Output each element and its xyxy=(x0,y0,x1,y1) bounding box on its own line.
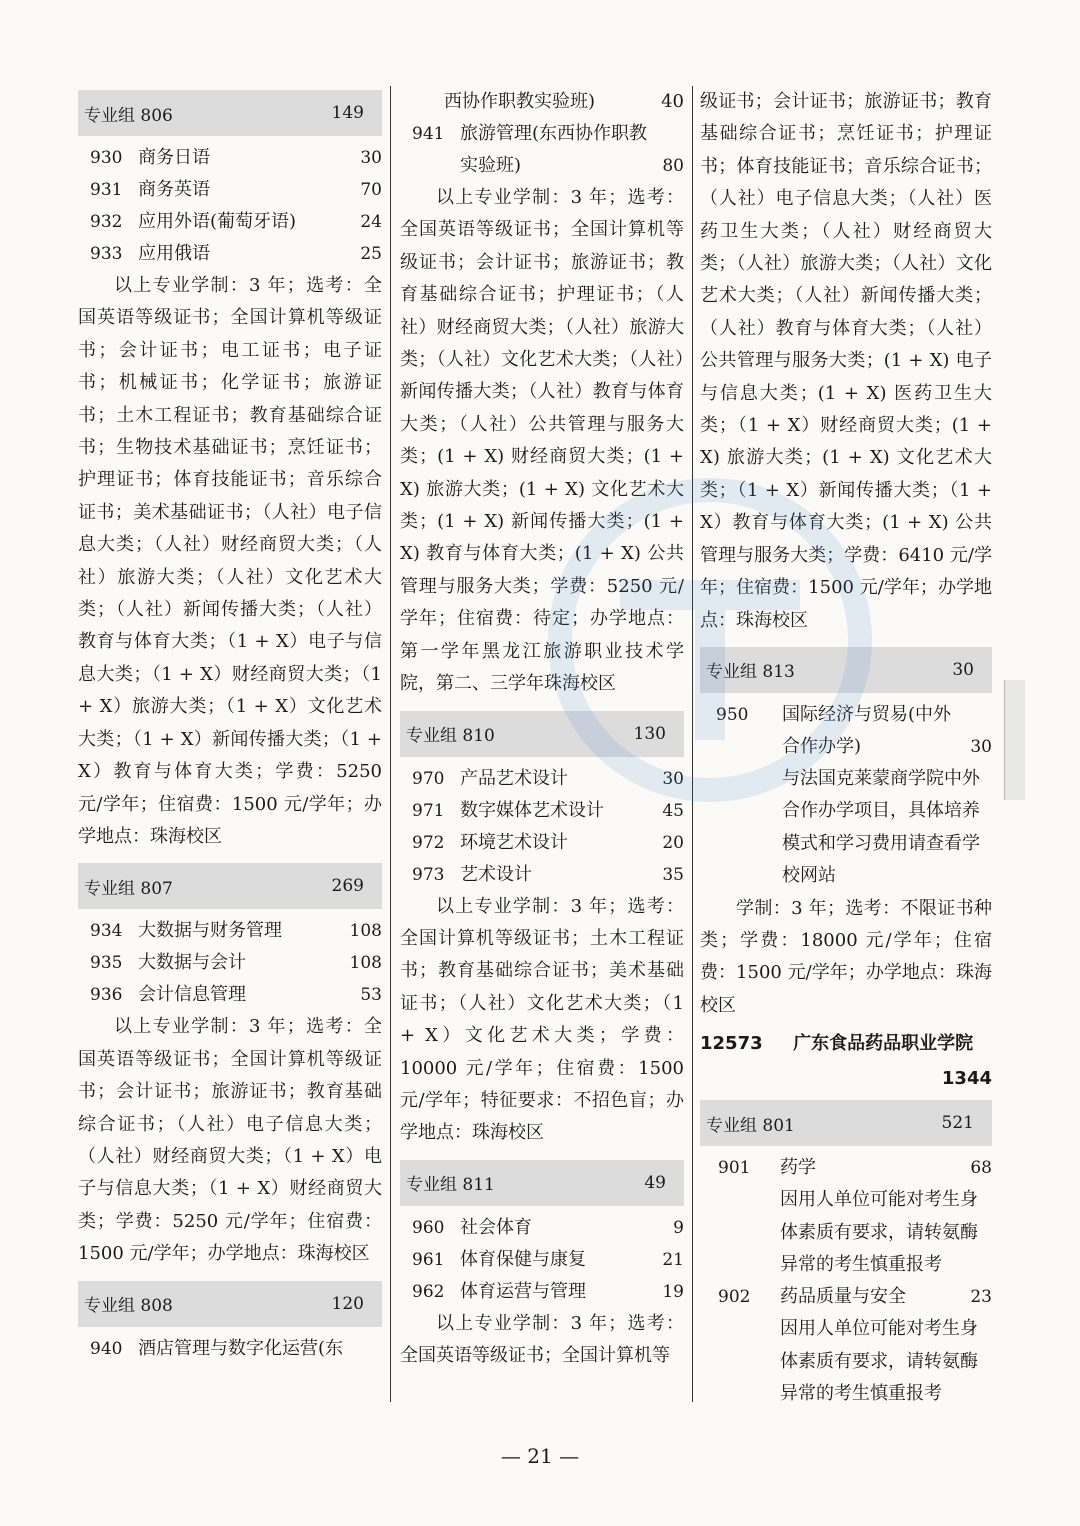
group-header-806 xyxy=(78,90,382,136)
major-count: 9 xyxy=(673,1217,684,1238)
group-count: 269 xyxy=(331,876,364,897)
group-count: 30 xyxy=(952,659,974,680)
major-count: 19 xyxy=(662,1281,684,1302)
school-title xyxy=(700,1026,992,1062)
group-title: 专业组 807 xyxy=(84,878,173,899)
major-row xyxy=(78,174,382,206)
major-name: 旅游管理(东西协作职教实验班) xyxy=(460,123,648,176)
major-row xyxy=(400,1276,684,1308)
major-count: 80 xyxy=(662,156,684,176)
major-code: 935 xyxy=(90,953,123,974)
school-name: 广东食品药品职业学院 xyxy=(793,1033,974,1055)
major-name-continuation xyxy=(400,86,684,118)
column-divider xyxy=(692,86,693,1402)
major-note: 与法国克莱蒙商学院中外合作办学项目，具体培养模式和学习费用请查看学校网站 xyxy=(782,767,980,887)
major-count: 35 xyxy=(662,864,684,885)
major-name: 商务英语 xyxy=(138,179,210,200)
group-count: 149 xyxy=(331,103,364,123)
major-name: 数字媒体艺术设计 xyxy=(460,799,604,821)
group-header-801 xyxy=(700,1100,992,1146)
group-header-808 xyxy=(78,1281,382,1327)
major-row xyxy=(78,238,382,270)
group-title: 专业组 810 xyxy=(406,726,495,746)
major-name: 应用外语(葡萄牙语) xyxy=(138,211,297,232)
major-code: 936 xyxy=(90,985,123,1006)
major-row xyxy=(78,142,382,174)
major-note: 因用人单位可能对考生身体素质有要求，请转氨酶异常的考生慎重报考 xyxy=(780,1189,978,1275)
major-name: 艺术设计 xyxy=(460,863,532,885)
major-count: 21 xyxy=(662,1249,684,1270)
major-code: 950 xyxy=(716,704,749,725)
major-code: 901 xyxy=(718,1158,751,1179)
major-row xyxy=(78,979,382,1011)
major-code: 932 xyxy=(90,212,123,232)
major-count: 30 xyxy=(360,148,382,168)
major-row xyxy=(700,1152,992,1184)
major-count: 25 xyxy=(360,244,382,264)
group-notes: 以上专业学制：3 年；选考：全国计算机等级证书；土木工程证书；教育基础综合证书；美术基础证书；（人社）文化艺术大类；（1 + X）文化艺术大类；学费：10000 元/学年；住宿费：1500 元/学年；特征要求：不招色盲；办学地点：珠海校区 xyxy=(400,895,684,1144)
major-name: 环境艺术设计 xyxy=(460,831,568,853)
major-count: 30 xyxy=(970,736,992,757)
major-count: 24 xyxy=(360,212,382,232)
group-notes: 以上专业学制：3 年；选考：全国英语等级证书；全国计算机等级证书；会计证书；旅游证书；教育基础综合证书；（人社）电子信息大类；（人社）财经商贸大类；（1 + X）电子与信息大类；（1 + X）财经商贸大类；学费：5250 元/学年；住宿费：1500 元/学年；办学地点：珠海校区 xyxy=(78,1016,382,1265)
major-code: 940 xyxy=(90,1338,123,1359)
major-count: 45 xyxy=(662,800,684,821)
major-name: 药学 xyxy=(780,1157,816,1179)
page-number: — 21 — xyxy=(500,1444,580,1468)
major-code: 933 xyxy=(90,244,123,264)
major-code: 931 xyxy=(90,180,123,200)
group-title: 专业组 813 xyxy=(706,662,795,683)
group-header-807 xyxy=(78,863,382,909)
group-header-813 xyxy=(700,647,992,693)
group-count: 521 xyxy=(941,1113,974,1134)
column-divider xyxy=(390,86,391,1402)
major-row xyxy=(400,1244,684,1276)
major-row xyxy=(400,827,684,859)
column-1 xyxy=(78,86,382,1365)
major-note: 因用人单位可能对考生身体素质有要求，请转氨酶异常的考生慎重报考 xyxy=(780,1318,978,1405)
major-name: 大数据与财务管理 xyxy=(138,920,282,942)
major-count: 70 xyxy=(360,180,382,200)
group-header-811 xyxy=(400,1160,684,1206)
major-name: 商务日语 xyxy=(138,147,210,168)
major-name: 体育运营与管理 xyxy=(460,1280,586,1302)
major-row xyxy=(78,206,382,238)
group-notes: 以上专业学制：3 年；选考：全国英语等级证书；全国计算机等 xyxy=(400,1312,684,1367)
major-row xyxy=(400,763,684,795)
major-row xyxy=(700,699,992,763)
major-name: 体育保健与康复 xyxy=(460,1248,586,1270)
major-code: 934 xyxy=(90,921,123,942)
major-code: 960 xyxy=(412,1217,445,1238)
major-count: 23 xyxy=(970,1287,992,1308)
major-row xyxy=(400,1212,684,1244)
group-title: 专业组 806 xyxy=(84,105,173,126)
major-name: 药品质量与安全 xyxy=(780,1286,906,1308)
major-code: 961 xyxy=(412,1249,445,1270)
major-name: 社会体育 xyxy=(460,1216,532,1238)
major-row xyxy=(78,915,382,947)
group-count: 49 xyxy=(644,1172,666,1193)
major-row xyxy=(400,859,684,891)
major-count: 108 xyxy=(349,953,382,974)
major-code: 972 xyxy=(412,832,445,853)
continuation-text: 西协作职教实验班) xyxy=(444,91,596,112)
major-row xyxy=(400,795,684,827)
column-2 xyxy=(400,86,684,1373)
major-code: 973 xyxy=(412,864,445,885)
major-code: 930 xyxy=(90,148,123,168)
group-title: 专业组 801 xyxy=(706,1115,795,1136)
group-notes: 学制：3 年；选考：不限证书种类；学费：18000 元/学年；住宿费：1500 元/学年；办学地点：珠海校区 xyxy=(700,897,992,1016)
major-code: 941 xyxy=(412,124,445,144)
major-code: 902 xyxy=(718,1287,751,1308)
major-count: 40 xyxy=(661,91,684,112)
group-count: 120 xyxy=(331,1293,364,1314)
column-3 xyxy=(700,86,992,1411)
major-code: 962 xyxy=(412,1281,445,1302)
group-count: 130 xyxy=(633,723,666,744)
major-name: 大数据与会计 xyxy=(138,952,246,974)
major-count: 68 xyxy=(970,1158,992,1179)
major-name: 国际经济与贸易(中外合作办学) xyxy=(782,703,952,757)
major-count: 108 xyxy=(349,921,382,942)
school-total: 1344 xyxy=(941,1068,992,1090)
group-title: 专业组 808 xyxy=(84,1296,173,1317)
group-notes: 以上专业学制：3 年；选考：全国英语等级证书；全国计算机等级证书；会计证书；电工证书；电子证书；机械证书；化学证书；旅游证书；土木工程证书；教育基础综合证书；生物技术基础证书；烹饪证书；护理证书；体育技能证书；音乐综合证书；美术基础证书；（人社）电子信息大类；（人社）财经商贸大类；（人社）旅游大类；（人社）文化艺术大类；（人社）新闻传播大类；（人社）教育与体育大类；（1 + X）电子与信息大类；（1 + X）财经商贸大类；（1 + X）旅游大类；（1 + X）文化艺术大类；（1 + X）新闻传播大类；（1 + X）教育与体育大类；学费：5250 元/学年；住宿费：1500 元/学年；办学地点：珠海校区 xyxy=(78,275,382,847)
major-name: 会计信息管理 xyxy=(138,984,246,1006)
group-notes-continued: 级证书；会计证书；旅游证书；教育基础综合证书；烹饪证书；护理证书；体育技能证书；音乐综合证书；（人社）电子信息大类；（人社）医药卫生大类；（人社）财经商贸大类；（人社）旅游大类；（人社）文化艺术大类；（人社）新闻传播大类；（人社）教育与体育大类；（人社）公共管理与服务大类；(1 + X) 电子与信息大类；(1 + X) 医药卫生大类；（1 + X）财经商贸大类；(1 + X) 旅游大类；(1 + X) 文化艺术大类；（1 + X）新闻传播大类；（1 + X）教育与体育大类；(1 + X) 公共管理与服务大类；学费：6410 元/学年；住宿费：1500 元/学年；办学地点：珠海校区 xyxy=(700,91,992,631)
group-notes: 以上专业学制：3 年；选考：全国英语等级证书；全国计算机等级证书；会计证书；旅游证书；教育基础综合证书；护理证书；（人社）财经商贸大类；（人社）旅游大类；（人社）文化艺术大类；（人社）新闻传播大类；（人社）教育与体育大类；（人社）公共管理与服务大类；(1 + X) 财经商贸大类；(1 + X) 旅游大类；(1 + X) 文化艺术大类；(1 + X) 新闻传播大类；(1 + X) 教育与体育大类；(1 + X) 公共管理与服务大类；学费：5250 元/学年；住宿费：待定；办学地点：第一学年黑龙江旅游职业技术学院，第二、三学年珠海校区 xyxy=(400,187,684,695)
major-row xyxy=(400,118,684,182)
major-name: 酒店管理与数字化运营(东 xyxy=(138,1337,344,1359)
major-count: 20 xyxy=(662,832,684,853)
major-row xyxy=(700,1281,992,1313)
page-edge-tab xyxy=(1004,680,1025,800)
major-count: 53 xyxy=(360,985,382,1006)
major-count: 30 xyxy=(662,768,684,789)
group-header-810 xyxy=(400,711,684,757)
major-code: 971 xyxy=(412,800,445,821)
major-name: 应用俄语 xyxy=(138,243,210,264)
group-title: 专业组 811 xyxy=(406,1175,495,1196)
major-name: 产品艺术设计 xyxy=(460,767,568,789)
major-row xyxy=(78,1333,382,1365)
major-code: 970 xyxy=(412,768,445,789)
major-row xyxy=(78,947,382,979)
school-code: 12573 xyxy=(700,1033,763,1055)
